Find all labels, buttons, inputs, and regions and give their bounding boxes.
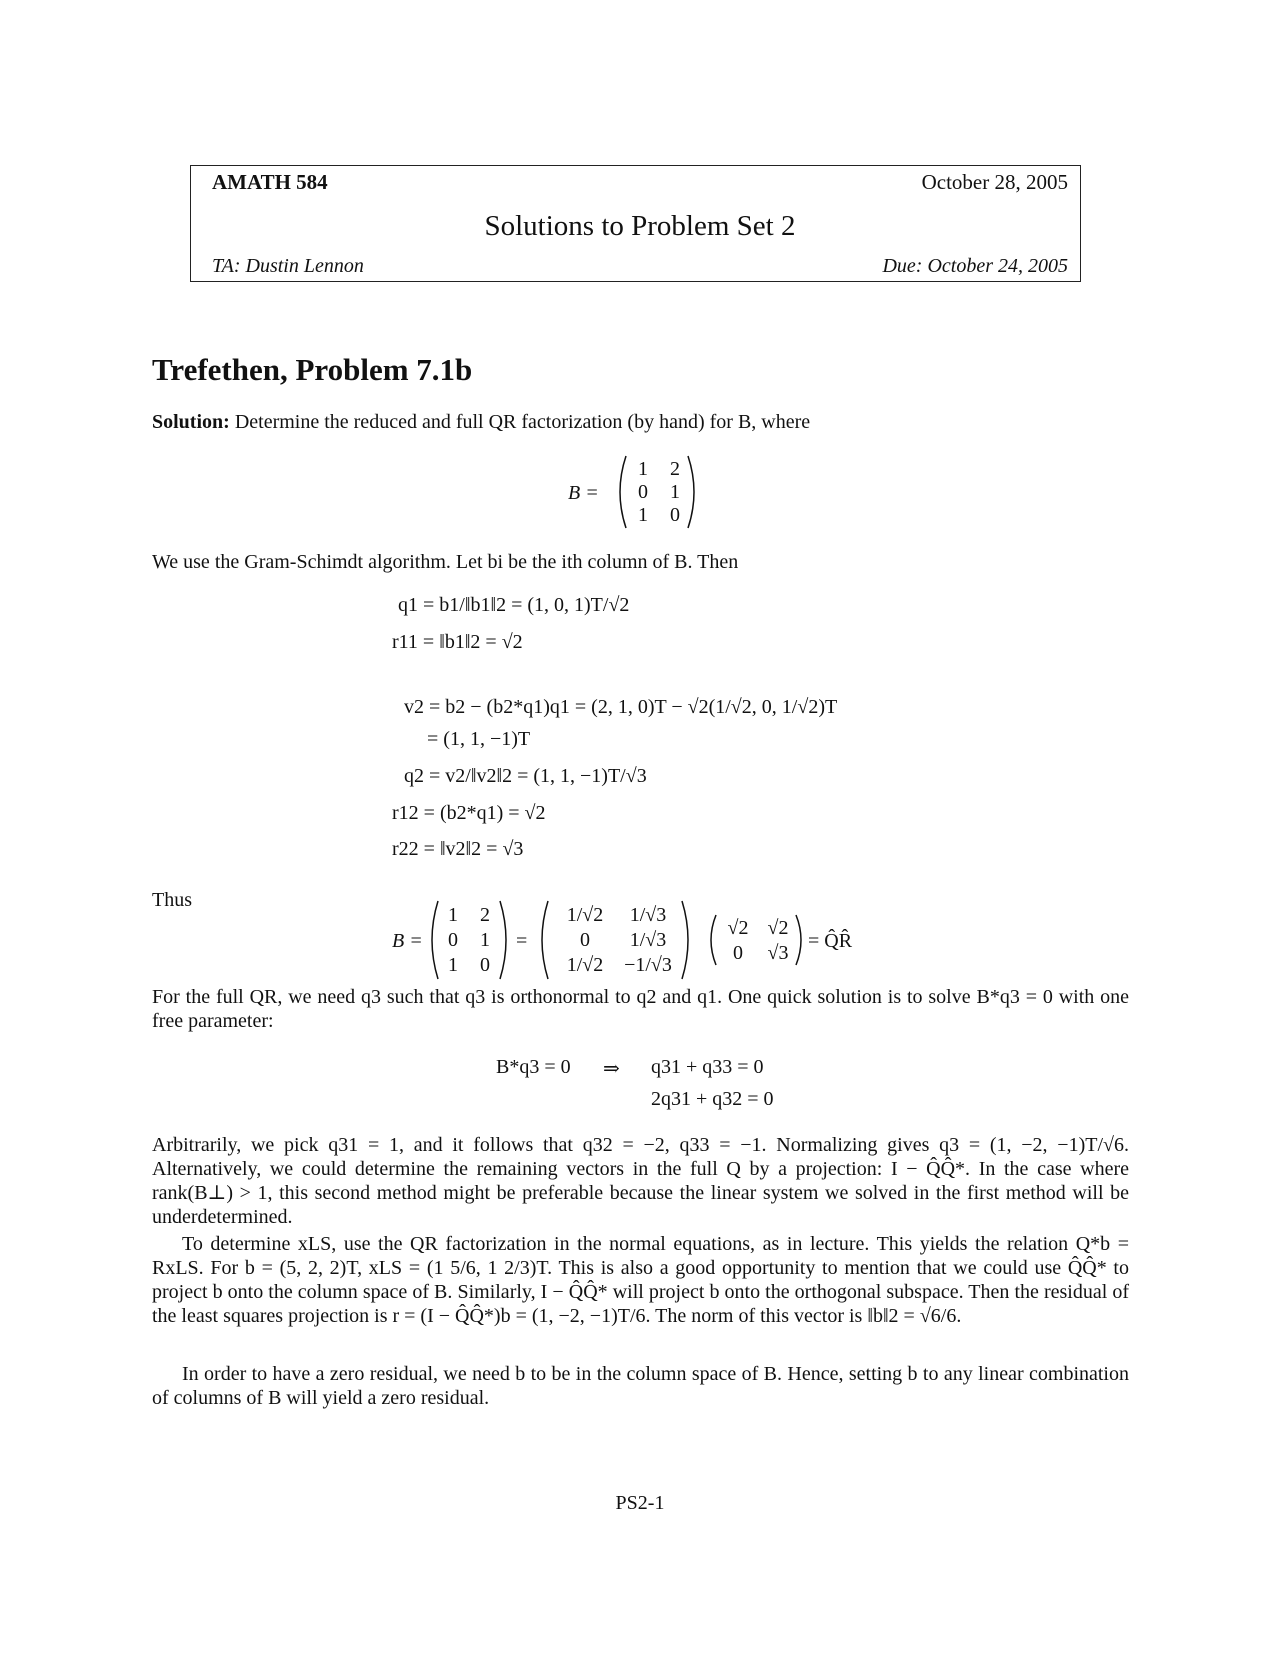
b-entry: 1 xyxy=(670,481,680,503)
r-entry: 0 xyxy=(733,942,743,964)
matrix-b-name: B = xyxy=(568,482,599,504)
b-entry: 1 xyxy=(480,929,490,951)
left-paren xyxy=(620,456,626,528)
eq-q1: q1 = b1/‖b1‖2 = (1, 0, 1)T/√2 xyxy=(398,594,630,616)
b-entry: 0 xyxy=(638,481,648,503)
gram-schmidt-intro: We use the Gram-Schimdt algorithm. Let bi be the ith column of B. Then xyxy=(152,551,739,573)
eq-r22: r22 = ‖v2‖2 = √3 xyxy=(392,838,524,860)
thus-label: Thus xyxy=(152,889,192,911)
document-date: October 28, 2005 xyxy=(921,170,1068,194)
q-entry: −1/√3 xyxy=(624,954,672,976)
b-entry: 1 xyxy=(638,458,648,480)
b-entry: 0 xyxy=(480,954,490,976)
b-entry: 0 xyxy=(448,929,458,951)
right-paren xyxy=(682,901,688,979)
matrix-b-display xyxy=(560,452,700,532)
q-entry: 1/√3 xyxy=(629,904,667,926)
matrix-b-name: B = xyxy=(392,930,423,952)
course-code: AMATH 584 xyxy=(212,170,328,194)
left-paren xyxy=(542,901,548,979)
b-entry: 1 xyxy=(448,904,458,926)
b-entry: 1 xyxy=(448,954,458,976)
eq-v2: v2 = b2 − (b2*q1)q1 = (2, 1, 0)T − √2(1/√2, 0, 1/√2)T xyxy=(404,696,838,718)
solution-intro xyxy=(152,410,810,434)
eq-r12: r12 = (b2*q1) = √2 xyxy=(392,802,546,824)
left-paren xyxy=(711,915,716,965)
page-number: PS2-1 xyxy=(615,1492,665,1514)
q-entry: 1/√2 xyxy=(566,954,604,976)
qr-factorization-display xyxy=(388,897,948,983)
qr-result: = Q̂R̂ xyxy=(808,930,853,952)
q-entry: 1/√3 xyxy=(629,929,667,951)
solution-label: Solution: xyxy=(152,411,230,433)
solution-intro-text: Determine the reduced and full QR factorization (by hand) for B, where xyxy=(234,411,811,433)
full-qr-paragraph: For the full QR, we need q3 such that q3 is orthonormal to q2 and q1. One quick solution is to solve B*q3 = 0 with one free parameter: xyxy=(152,986,1129,1032)
b-entry: 2 xyxy=(670,458,680,480)
paragraph-arbitrarily: Arbitrarily, we pick q31 = 1, and it follows that q32 = −2, q33 = −1. Normalizing gives q3 = (1, −2, −1)T/√6. Alternatively, we could determine the remaining vectors in the full Q by a projection: I − Q̂Q̂*. In the case where rank(B⊥) > 1, this second method might be preferable because the linear system we solved in the first method will be underdetermined. xyxy=(152,1134,1129,1228)
ta-name: TA: Dustin Lennon xyxy=(212,255,364,277)
equals-sign: = xyxy=(516,930,528,952)
r-entry: √3 xyxy=(767,942,789,964)
b-entry: 0 xyxy=(670,504,680,526)
implies-symbol: ⇒ xyxy=(603,1058,620,1080)
due-date: Due: October 24, 2005 xyxy=(882,255,1068,277)
paragraph-zero-residual: In order to have a zero residual, we need b to be in the column space of B. Hence, setting b to any linear combination of columns of B will yield a zero residual. xyxy=(152,1363,1129,1409)
right-paren xyxy=(500,901,506,979)
system-eq1: q31 + q33 = 0 xyxy=(651,1056,764,1078)
b-entry: 1 xyxy=(638,504,648,526)
r-entry: √2 xyxy=(727,917,749,939)
left-paren xyxy=(432,901,438,979)
right-paren xyxy=(796,915,801,965)
q-entry: 1/√2 xyxy=(566,904,604,926)
eq-v2-result: = (1, 1, −1)T xyxy=(427,728,531,750)
document-title: Solutions to Problem Set 2 xyxy=(484,210,796,242)
eq-r11: r11 = ‖b1‖2 = √2 xyxy=(392,631,523,653)
eq-q2: q2 = v2/‖v2‖2 = (1, 1, −1)T/√3 xyxy=(404,765,647,787)
system-eq2: 2q31 + q32 = 0 xyxy=(651,1088,774,1110)
q-entry: 0 xyxy=(580,929,590,951)
b-entry: 2 xyxy=(480,904,490,926)
right-paren xyxy=(688,456,694,528)
paragraph-xls: To determine xLS, use the QR factorization in the normal equations, as in lecture. This yields the relation Q*b = RxLS. For b = (5, 2, 2)T, xLS = (1 5/6, 1 2/3)T. This is also a good opportunity to mention that we could use Q̂Q̂* to project b onto the column space of B. Similarly, I − Q̂Q̂* will project b onto the orthogonal subspace. Then the residual of the least squares projection is r = (I − Q̂Q̂*)b = (1, −2, −1)T/6. The norm of this vector is ‖b‖2 = √6/6. xyxy=(152,1233,1129,1327)
system-lhs: B*q3 = 0 xyxy=(496,1056,571,1078)
section-title: Trefethen, Problem 7.1b xyxy=(152,352,473,387)
r-entry: √2 xyxy=(767,917,789,939)
